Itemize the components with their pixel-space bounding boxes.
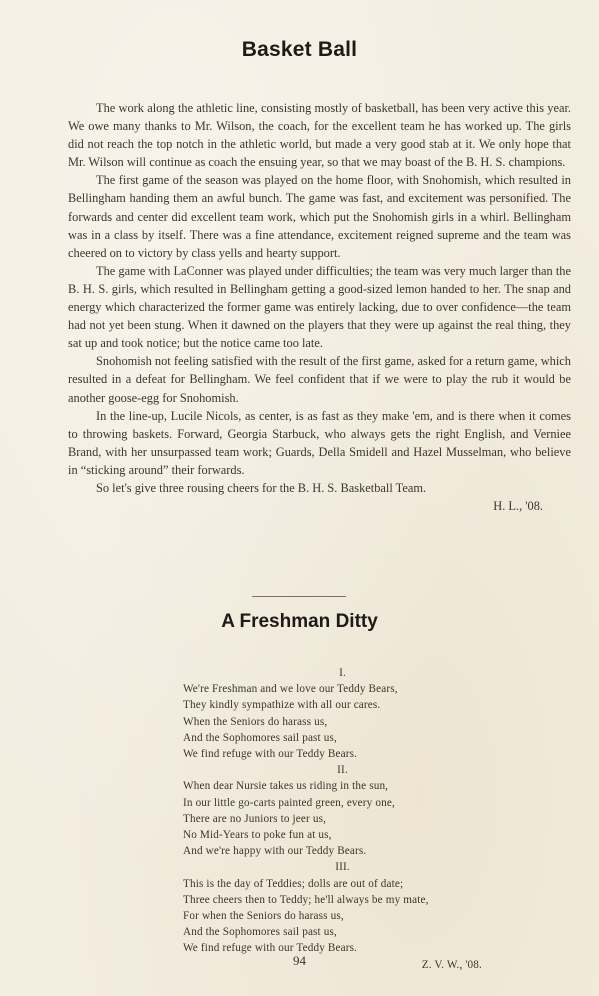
- article-paragraph: Snohomish not feeling satisfied with the result of the first game, asked for a return game, which resulted in a defeat for Bellingham. We feel confident that if we were to play the rub it would be another goose-egg for Snohomish.: [68, 354, 571, 405]
- poem-title: A Freshman Ditty: [221, 611, 378, 632]
- poem-line: And the Sophomores sail past us,: [183, 731, 337, 744]
- poem-line: And we're happy with our Teddy Bears.: [183, 845, 367, 858]
- poem-line: We find refuge with our Teddy Bears.: [183, 748, 358, 761]
- poem-body: [183, 665, 488, 973]
- article-body: [68, 99, 571, 515]
- poem-line: No Mid-Years to poke fun at us,: [183, 829, 332, 842]
- page-number: 94: [293, 953, 306, 968]
- poem-line: For when the Seniors do harass us,: [183, 910, 344, 923]
- poem-line: Three cheers then to Teddy; he'll always be my mate,: [183, 893, 429, 906]
- poem-line: In our little go-carts painted green, every one,: [183, 796, 395, 809]
- poem-signature: Z. V. W., '08.: [421, 958, 482, 971]
- article-signature: H. L., '08.: [493, 499, 543, 514]
- poem-line: This is the day of Teddies; dolls are out of date;: [183, 877, 404, 890]
- poem-line: There are no Juniors to jeer us,: [183, 812, 327, 825]
- poem-line: When dear Nursie takes us riding in the sun,: [183, 780, 389, 793]
- article-paragraph: The first game of the season was played on the home floor, with Snohomish, which resulted in Bellingham handing them an awful bunch. The game was fast, and excitement was personified. The forwards and center did excellent team work, which put the Snohomish girls in a whirl. Bellingham was in a class by itself. There was a fine attendance, excitement reigned supreme and the team was cheered on to victory by class yells and hearty support.: [68, 173, 571, 260]
- article-paragraph: The game with LaConner was played under difficulties; the team was very much larger than the B. H. S. girls, which resulted in Bellingham getting a good-sized lemon handed to her. The snap and energy which characterized the former game was entirely lacking, due to over confidence—the team had not yet been stung. When it dawned on the players that they were up against the real thing, they sat up and took notice; but the notice came too late.: [68, 263, 571, 351]
- article-paragraph: The work along the athletic line, consisting mostly of basketball, has been very active this year. We owe many thanks to Mr. Wilson, the coach, for the excellent team he has worked up. The girls did not reach the top notch in the athletic world, but made a very good stab at it. We only hope that Mr. Wilson will continue as coach the ensuing year, so that we may boast of the B. H. S. champions.: [68, 101, 571, 170]
- stanza-number: II.: [337, 764, 348, 777]
- poem-line: We're Freshman and we love our Teddy Bears,: [183, 683, 398, 696]
- poem-line: And the Sophomores sail past us,: [183, 926, 337, 939]
- article-paragraph: So let's give three rousing cheers for the B. H. S. Basketball Team.: [96, 480, 427, 495]
- stanza-number: III.: [335, 861, 350, 874]
- stanza-number: I.: [339, 667, 346, 679]
- article-paragraph: In the line-up, Lucile Nicols, as center, is as fast as they make 'em, and is there when it comes to throwing baskets. Forward, Georgia Starbuck, who always gets the right English, and Verniee Brand, with her unsurpassed team work; Guards, Della Smidell and Hazel Musselman, who believe in “sticking around” their forwards.: [68, 408, 571, 477]
- poem-line: They kindly sympathize with all our cares.: [183, 699, 381, 712]
- section-divider: [252, 596, 346, 597]
- poem-line: When the Seniors do harass us,: [183, 715, 328, 728]
- poem-line: We find refuge with our Teddy Bears.: [183, 942, 358, 955]
- article-title: Basket Ball: [241, 38, 358, 61]
